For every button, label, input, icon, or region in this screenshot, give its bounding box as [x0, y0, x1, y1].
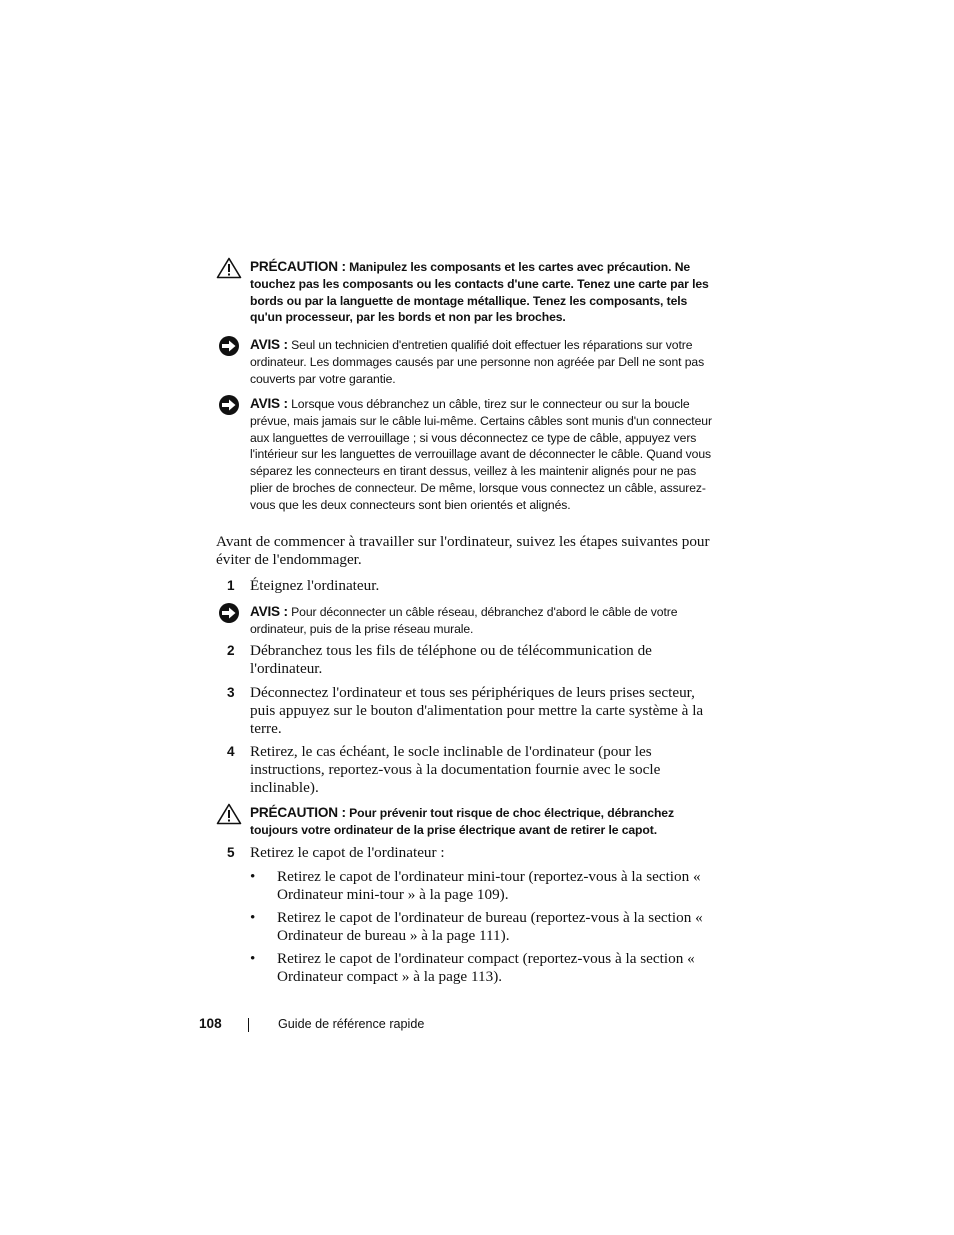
notice-label: AVIS :: [250, 337, 288, 352]
step-number: 1: [227, 578, 235, 593]
step-text: Éteignez l'ordinateur.: [250, 577, 380, 594]
bullet-glyph: •: [250, 950, 256, 967]
notice-note: [216, 337, 716, 387]
arrow-circle-icon: [216, 394, 242, 416]
warning-triangle-icon: [216, 803, 242, 825]
caution-label: PRÉCAUTION :: [250, 805, 346, 820]
intro-paragraph: Avant de commencer à travailler sur l'ordinateur, suivez les étapes suivantes pour éviter de l'endommager.: [216, 533, 710, 568]
notice-label: AVIS :: [250, 604, 288, 619]
notice-label: AVIS :: [250, 396, 288, 411]
caution-text: Manipulez les composants et les cartes avec précaution. Ne touchez pas les composants ou les contacts d'une carte. Tenez une carte par les bords ou par la languette de montage métallique. Tenez les composants, tels qu'un processeur, par les bords et non par les broches.: [250, 260, 709, 325]
arrow-circle-icon: [216, 335, 242, 357]
notice-text: Lorsque vous débranchez un câble, tirez sur le connecteur ou sur la boucle prévue, mais jamais sur le câble lui-même. Certains câbles sont munis d'un connecteur aux languettes de verrouillage ; si vous déconnectez ce type de câble, appuyez vers l'intérieur sur les languettes de verrouillage avant de déconnecter le câble. Quand vous séparez les connecteurs en tirant dessus, veillez à les maintenir alignés pour ne pas plier de broches de connecteur. De même, lorsque vous connectez un câble, assurez-vous que les deux connecteurs sont bien orientés et alignés.: [250, 397, 712, 512]
bullet-glyph: •: [250, 909, 256, 926]
step-number: 2: [227, 643, 235, 658]
page-number: 108: [199, 1016, 222, 1031]
step-text: Déconnectez l'ordinateur et tous ses périphériques de leurs prises secteur, puis appuyez sur le bouton d'alimentation pour mettre la carte système à la terre.: [250, 684, 704, 737]
bullet-text: Retirez le capot de l'ordinateur de bureau (reportez-vous à la section « Ordinateur de bureau » à la page 111).: [277, 909, 703, 944]
notice-text: Pour déconnecter un câble réseau, débranchez d'abord le câble de votre ordinateur, puis de la prise réseau murale.: [250, 605, 678, 636]
warning-triangle-icon: [216, 257, 242, 279]
footer-divider: [248, 1018, 249, 1032]
step-text: Débranchez tous les fils de téléphone ou de télécommunication de l'ordinateur.: [250, 642, 652, 677]
bullet-glyph: •: [250, 868, 256, 885]
step-text: Retirez, le cas échéant, le socle inclinable de l'ordinateur (pour les instructions, reportez-vous à la documentation fournie avec le socle inclinable).: [250, 743, 661, 796]
caution-text: Pour prévenir tout risque de choc électrique, débranchez toujours votre ordinateur de la prise électrique avant de retirer le capot.: [250, 806, 674, 837]
step-number: 5: [227, 845, 235, 860]
caution-label: PRÉCAUTION :: [250, 259, 346, 274]
step-number: 4: [227, 744, 235, 759]
caution-note: [216, 259, 716, 326]
caution-note: [216, 805, 716, 839]
bullet-text: Retirez le capot de l'ordinateur mini-tour (reportez-vous à la section « Ordinateur mini-tour » à la page 109).: [277, 868, 701, 903]
notice-note: [216, 396, 716, 514]
arrow-circle-icon: [216, 602, 242, 624]
footer-title: Guide de référence rapide: [278, 1017, 425, 1031]
notice-text: Seul un technicien d'entretien qualifié doit effectuer les réparations sur votre ordinateur. Les dommages causés par une personne non agréée par Dell ne sont pas couverts par votre garantie.: [250, 338, 705, 386]
notice-note: [216, 604, 716, 638]
bullet-text: Retirez le capot de l'ordinateur compact (reportez-vous à la section « Ordinateur compact » à la page 113).: [277, 950, 695, 985]
step-number: 3: [227, 685, 235, 700]
step-text: Retirez le capot de l'ordinateur :: [250, 844, 445, 861]
